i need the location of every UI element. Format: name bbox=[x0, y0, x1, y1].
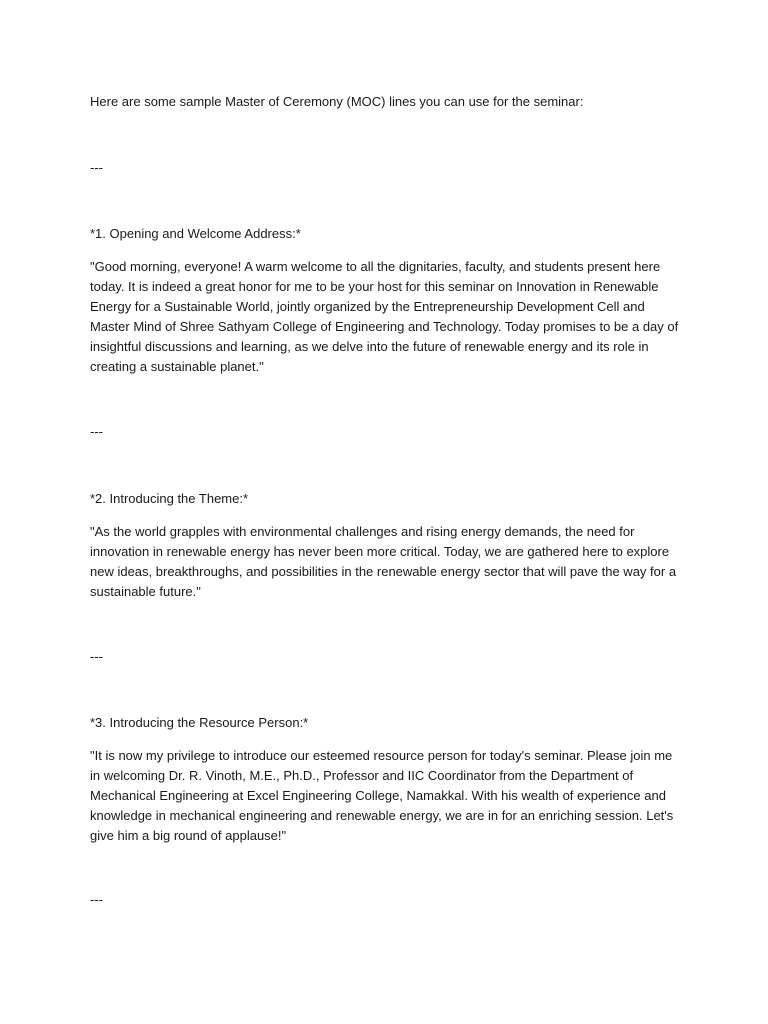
intro-text: Here are some sample Master of Ceremony (MOC) lines you can use for the seminar: bbox=[90, 94, 584, 109]
section-body-resource-person: "It is now my privilege to introduce our esteemed resource person for today's seminar. Please join me in welcoming Dr. R. Vinoth, M.E., Ph.D., Professor and IIC Coordinator from the Department of Mechanical Engineering at Excel Engineering College, Namakkal. With his wealth of experience and knowledge in mechanical engineering and renewable energy, we are in for an enriching session. Let's give him a big round of applause!" bbox=[90, 748, 674, 843]
section-divider: --- bbox=[90, 160, 103, 175]
section-divider: --- bbox=[90, 424, 103, 439]
section-heading-resource-person: *3. Introducing the Resource Person:* bbox=[90, 715, 309, 730]
section-body-theme: "As the world grapples with environmental challenges and rising energy demands, the need for innovation in renewable energy has never been more critical. Today, we are gathered here to explore new ideas, breakthroughs, and possibilities in the renewable energy sector that will pave the way for a sustainable future." bbox=[90, 524, 677, 599]
section-divider: --- bbox=[90, 892, 103, 907]
section-heading-opening: *1. Opening and Welcome Address:* bbox=[90, 226, 301, 241]
section-body-opening: "Good morning, everyone! A warm welcome to all the dignitaries, faculty, and students present here today. It is indeed a great honor for me to be your host for this seminar on Innovation in Renewable Energy for a Sustainable World, jointly organized by the Entrepreneurship Development Cell and Master Mind of Shree Sathyam College of Engineering and Technology. Today promises to be a day of insightful discussions and learning, as we delve into the future of renewable energy and its role in creating a sustainable planet." bbox=[90, 259, 679, 374]
section-divider: --- bbox=[90, 649, 103, 664]
section-heading-theme: *2. Introducing the Theme:* bbox=[90, 491, 249, 506]
